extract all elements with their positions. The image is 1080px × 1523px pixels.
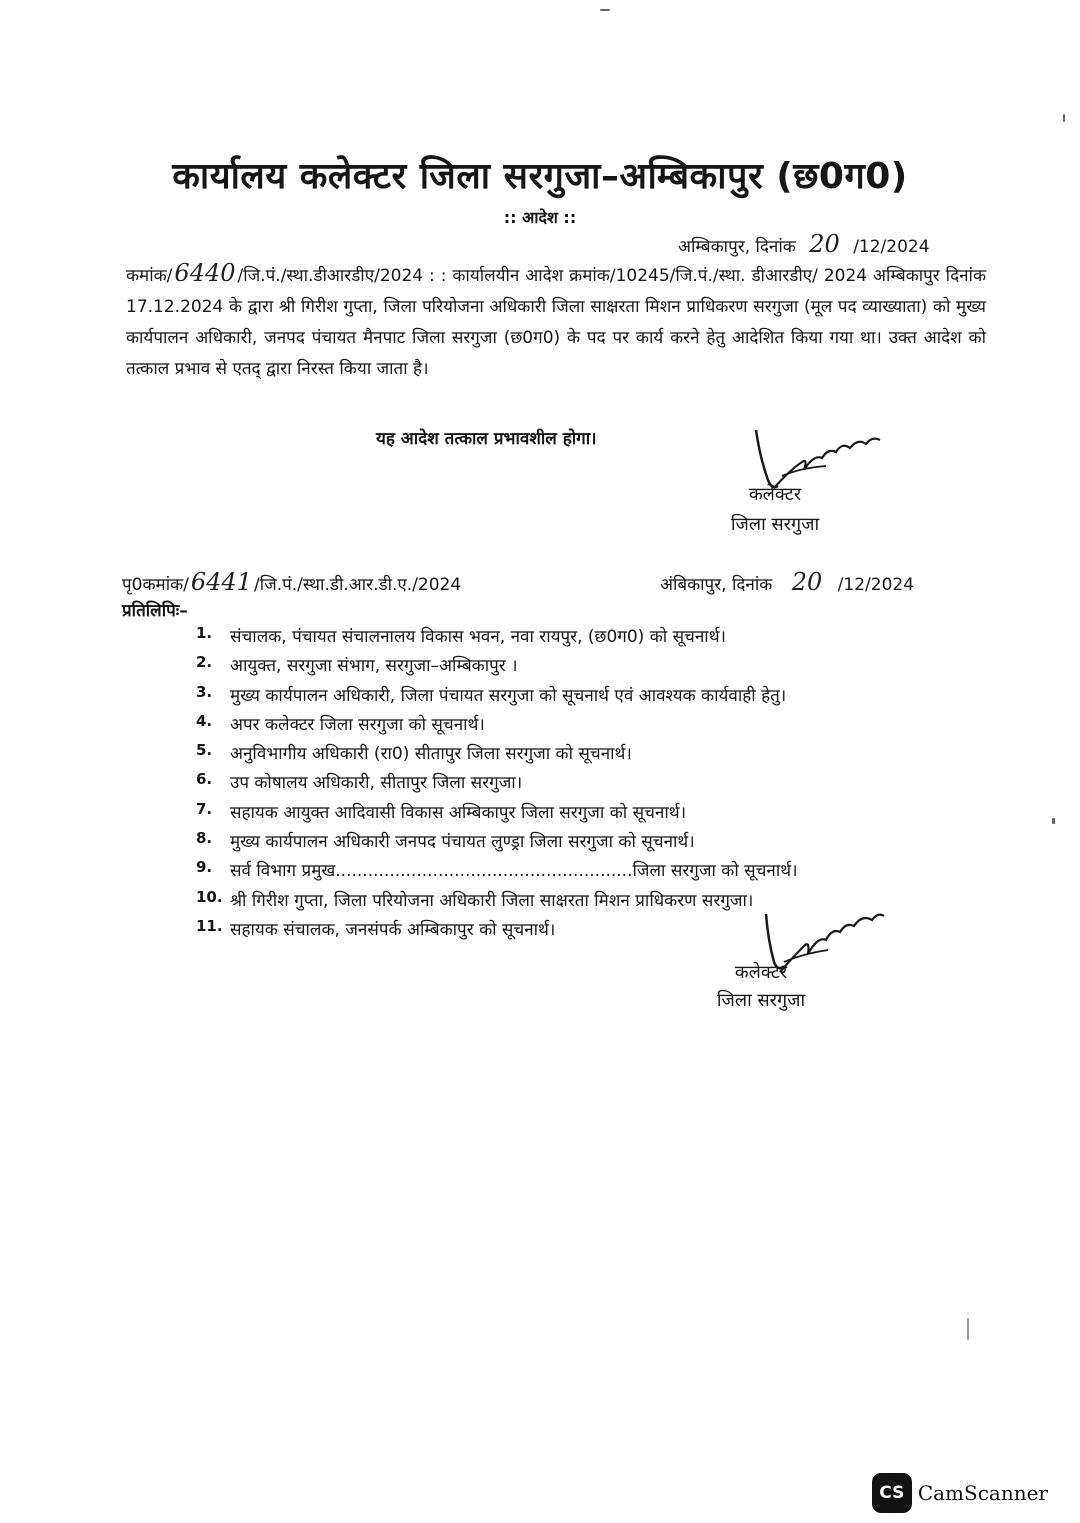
- signatory-designation: कलेक्टर: [748, 484, 802, 505]
- order-body: [126, 258, 986, 385]
- handwritten-day: 20: [809, 230, 840, 258]
- handwritten-copy-number: 6441: [190, 568, 252, 596]
- signatory-designation: कलेक्टर: [734, 962, 788, 983]
- scan-speck: [1052, 818, 1055, 824]
- scan-speck: [600, 9, 610, 11]
- list-item: 7. सहायक आयुक्त आदिवासी विकास अम्बिकापुर जिला सरगुजा को सूचनार्थ।: [196, 799, 687, 823]
- list-item: 9. सर्व विभाग प्रमुख.......................................................जिला सरगुजा को सूचनार्थ।: [196, 858, 798, 882]
- list-item: 6. उप कोषालय अधिकारी, सीतापुर जिला सरगुजा।: [196, 770, 523, 794]
- effective-statement: यह आदेश तत्काल प्रभावशील होगा।: [376, 429, 597, 449]
- list-item: 8. मुख्य कार्यपालन अधिकारी जनपद पंचायत लुण्ड्रा जिला सरगुजा को सूचनार्थ।: [196, 829, 695, 853]
- list-item: 10. श्री गिरीश गुप्ता, जिला परियोजना अधिकारी जिला साक्षरता मिशन प्राधिकरण सरगुजा।: [196, 887, 754, 911]
- signature-block-1: [710, 482, 840, 536]
- scan-speck: [1063, 114, 1065, 122]
- order-body-text: कार्यालयीन आदेश क्रमांक/10245/जि.पं./स्था. डीआरडीए/ 2024 अम्बिकापुर दिनांक 17.12.2024 के द्वारा श्री गिरीश गुप्ता, जिला परियोजना अधिकारी जिला साक्षरता मिशन प्राधिकरण सरगुजा (मूल पद व्याख्याता) को मुख्य कार्यपालन अधिकारी, जनपद पंचायत मैनपाट जिला सरगुजा (छ0ग0) के पद पर कार्य करने हेतु आदेशित किया गया था। उक्त आदेश को तत्काल प्रभाव से एतद् द्वारा निरस्त किया जाता है।: [126, 266, 986, 379]
- signature-block-2: [696, 960, 826, 1012]
- list-item: 2. आयुक्त, सरगुजा संभाग, सरगुजा–अम्बिकापुर ।: [196, 653, 518, 677]
- scan-speck: [967, 1318, 969, 1340]
- list-item: 4. अपर कलेक्टर जिला सरगुजा को सूचनार्थ।: [196, 711, 485, 735]
- list-item: 3. मुख्य कार्यपालन अधिकारी, जिला पंचायत सरगुजा को सूचनार्थ एवं आवश्यक कार्यवाही हेतु।: [196, 682, 787, 706]
- list-item: 1. संचालक, पंचायत संचालनालय विकास भवन, नवा रायपुर, (छ0ग0) को सूचनार्थ।: [196, 624, 726, 647]
- copy-place-date-label: अंबिकापुर, दिनांक: [660, 575, 773, 595]
- signatory-district: जिला सरगुजा: [716, 990, 806, 1011]
- copy-number-suffix: /जि.पं./स्था.डी.आर.डी.ए./2024: [253, 575, 462, 595]
- list-item: 11. सहायक संचालक, जनसंपर्क अम्बिकापुर को सूचनार्थ।: [196, 916, 556, 940]
- list-item: 5. अनुविभागीय अधिकारी (रा0) सीतापुर जिला सरगुजा को सूचनार्थ।: [196, 741, 632, 765]
- copy-heading: प्रतिलिपिः–: [122, 601, 188, 621]
- copy-dateline: [660, 568, 914, 596]
- order-number-suffix: /जि.पं./स्था.डीआरडीए/2024 : :: [237, 266, 447, 286]
- place-date-label: अम्बिकापुर, दिनांक: [678, 237, 796, 257]
- order-subtitle: :: आदेश ::: [503, 208, 577, 227]
- copy-date-month-year: /12/2024: [837, 575, 915, 595]
- recipient-list: [196, 624, 798, 946]
- office-title: कार्यालय कलेक्टर जिला सरगुजा–अम्बिकापुर (छ0ग0): [172, 156, 908, 197]
- copy-number-prefix: पृ0कमांक/: [122, 575, 189, 595]
- date-month-year: /12/2024: [853, 237, 930, 257]
- order-dateline: [678, 230, 930, 258]
- handwritten-copy-day: 20: [791, 568, 823, 596]
- camscanner-watermark: [872, 1473, 1048, 1513]
- camscanner-logo-icon: CS: [872, 1473, 912, 1513]
- camscanner-brand: CamScanner: [917, 1481, 1048, 1505]
- copy-number-line: [122, 568, 461, 596]
- handwritten-order-number: 6440: [174, 259, 236, 287]
- signatory-district: जिला सरगुजा: [730, 514, 820, 535]
- order-number-prefix: कमांक/: [126, 266, 173, 286]
